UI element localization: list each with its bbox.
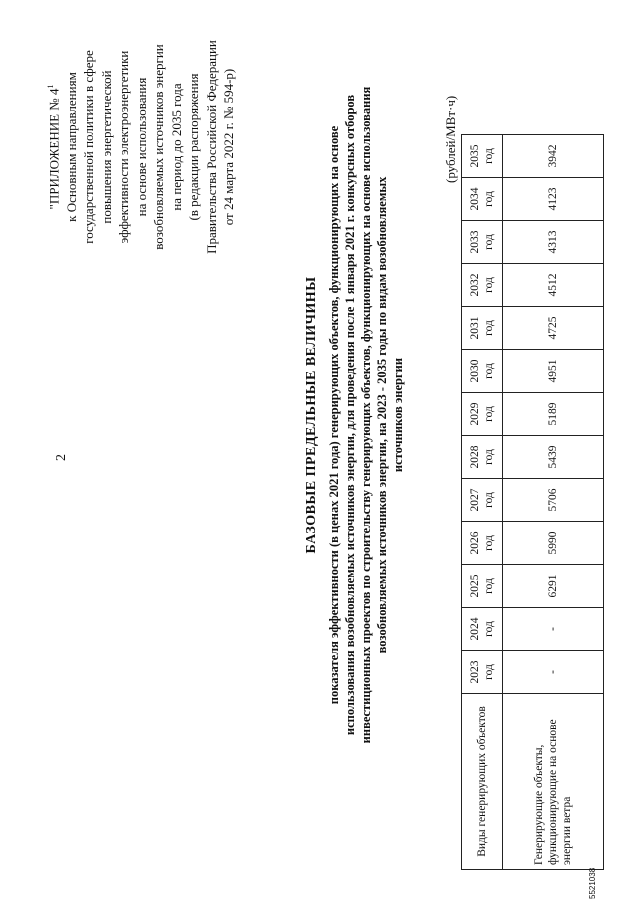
- appendix-line: эффективности электроэнергетики: [116, 50, 132, 244]
- appendix-title-sup: 1: [46, 84, 55, 89]
- table-cell-value: 4313: [503, 221, 604, 264]
- column-header-year: [462, 264, 503, 307]
- appendix-title: [42, 17, 63, 277]
- year-suffix: год: [483, 277, 495, 293]
- column-header-year: [462, 565, 503, 608]
- table-row: [503, 135, 604, 870]
- year-label: 2033: [469, 230, 481, 254]
- table-cell-value: 4951: [503, 350, 604, 393]
- year-label: 2029: [469, 402, 481, 426]
- column-header-year: [462, 135, 503, 178]
- year-suffix: год: [483, 664, 495, 680]
- year-label: 2034: [469, 187, 481, 211]
- subtitle-line: возобновляемых источников энергии, на 2023 - 2035 годы по видам возобновляемых: [375, 176, 389, 654]
- table-cell-type: Генерирующие объекты, функционирующие на основе энергии ветра: [503, 694, 604, 870]
- table-cell-value: 6291: [503, 565, 604, 608]
- year-suffix: год: [483, 535, 495, 551]
- year-suffix: год: [483, 320, 495, 336]
- year-label: 2023: [469, 660, 481, 684]
- year-label: 2025: [469, 574, 481, 598]
- table-cell-value: 4512: [503, 264, 604, 307]
- document-subtitle: [326, 15, 406, 815]
- year-suffix: год: [483, 492, 495, 508]
- year-label: 2031: [469, 316, 481, 340]
- appendix-line: повышения энергетической: [98, 70, 114, 224]
- year-label: 2026: [469, 531, 481, 555]
- column-header-year: [462, 522, 503, 565]
- table-cell-value: 5189: [503, 393, 604, 436]
- appendix-line: (в редакции распоряжения: [186, 73, 202, 221]
- document-code: 5521038: [588, 867, 597, 899]
- subtitle-line: инвестиционных проектов по строительству генерирующих объектов, функционирующих на основе использования: [359, 86, 373, 744]
- table-cell-value: -: [503, 651, 604, 694]
- document-title: БАЗОВЫЕ ПРЕДЕЛЬНЫЕ ВЕЛИЧИНЫ: [304, 276, 319, 554]
- year-suffix: год: [483, 148, 495, 164]
- table-cell-value: -: [503, 608, 604, 651]
- subtitle-line: использования возобновляемых источников энергии, для проведения после 1 января 2021 г. конкурсных отборов: [343, 94, 357, 736]
- year-suffix: год: [483, 191, 495, 207]
- appendix-line: к Основным направлениям: [63, 72, 79, 222]
- column-header-year: [462, 221, 503, 264]
- year-suffix: год: [483, 234, 495, 250]
- subtitle-line: источников энергии: [391, 357, 405, 473]
- year-suffix: год: [483, 449, 495, 465]
- appendix-title-text: "ПРИЛОЖЕНИЕ № 4: [46, 88, 62, 210]
- column-header-year: [462, 178, 503, 221]
- appendix-block: [42, 17, 238, 277]
- column-header-year: [462, 393, 503, 436]
- appendix-line: на основе использования: [133, 77, 149, 217]
- table-header-row: [462, 135, 503, 870]
- table-cell-value: 4123: [503, 178, 604, 221]
- values-table: [461, 134, 604, 870]
- year-label: 2035: [469, 144, 481, 168]
- year-label: 2024: [469, 617, 481, 641]
- column-header-type: Виды генерирующих объектов: [462, 694, 503, 870]
- table-cell-value: 3942: [503, 135, 604, 178]
- year-label: 2028: [469, 445, 481, 469]
- table-cell-value: 5706: [503, 479, 604, 522]
- column-header-year: [462, 479, 503, 522]
- table-cell-value: 5990: [503, 522, 604, 565]
- column-header-year: [462, 307, 503, 350]
- year-suffix: год: [483, 578, 495, 594]
- appendix-line: от 24 марта 2022 г. № 594-р): [221, 68, 237, 226]
- table-cell-value: 4725: [503, 307, 604, 350]
- column-header-year: [462, 436, 503, 479]
- year-suffix: год: [483, 621, 495, 637]
- appendix-line: на период до 2035 года: [168, 83, 184, 211]
- year-suffix: год: [483, 363, 495, 379]
- year-label: 2032: [469, 273, 481, 297]
- document-heading: [304, 15, 406, 815]
- appendix-line: возобновляемых источников энергии: [151, 44, 167, 250]
- appendix-line: Правительства Российской Федерации: [203, 40, 219, 254]
- units-label: (рублей/МВт·ч): [443, 95, 458, 183]
- column-header-year: [462, 608, 503, 651]
- subtitle-line: показателя эффективности (в ценах 2021 года) генерирующих объектов, функционирующих на основе: [327, 125, 341, 705]
- year-suffix: год: [483, 406, 495, 422]
- year-label: 2030: [469, 359, 481, 383]
- column-header-year: [462, 350, 503, 393]
- table-cell-value: 5439: [503, 436, 604, 479]
- column-header-year: [462, 651, 503, 694]
- year-label: 2027: [469, 488, 481, 512]
- appendix-line: государственной политики в сфере: [81, 50, 97, 244]
- page-number: 2: [54, 454, 69, 461]
